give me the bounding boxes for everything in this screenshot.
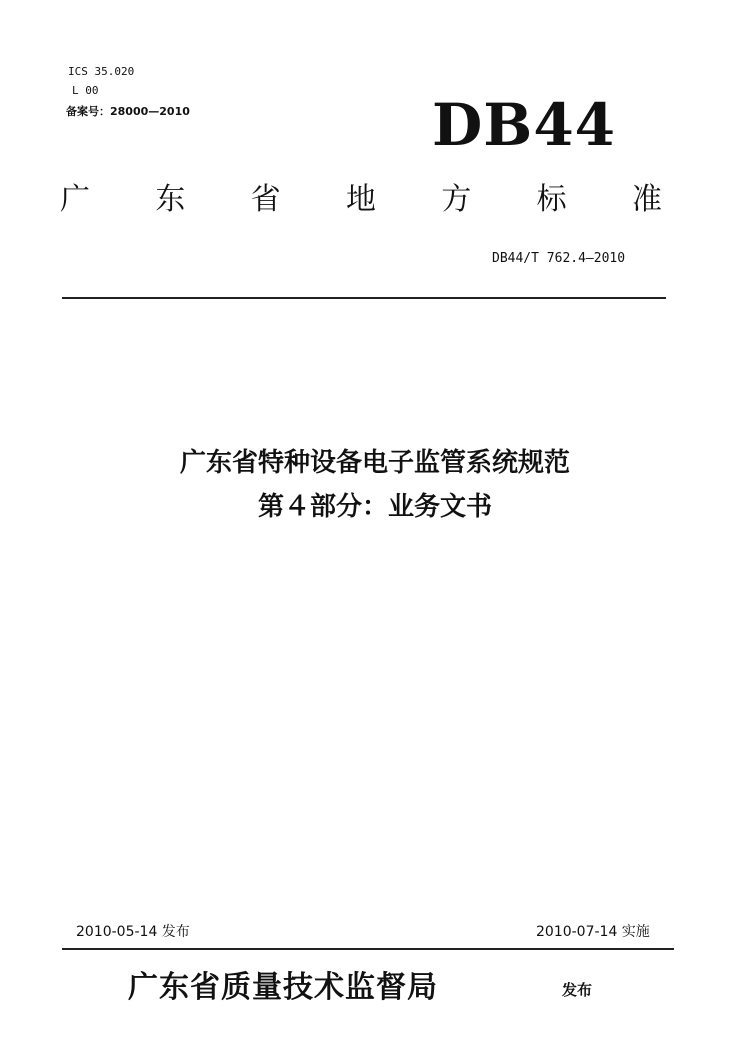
standard-code: DB44/T 762.4—2010: [492, 251, 626, 266]
document-title-line1: 广东省特种设备电子监管系统规范: [179, 448, 570, 478]
ics-code: ICS 35.020: [68, 65, 135, 78]
standard-type-char: 标: [536, 182, 567, 217]
header-divider: [62, 297, 666, 299]
footer-divider: [62, 948, 674, 950]
standard-type-char: 方: [441, 182, 472, 217]
publisher-suffix: 发布: [562, 981, 593, 999]
filing-number: 备案号：28000—2010: [66, 105, 190, 118]
standard-type-char: 广: [60, 182, 90, 217]
document-title-line2: 第４部分：业务文书: [257, 492, 492, 522]
standard-type-char: 东: [155, 182, 186, 217]
issue-date: 2010-05-14 发布: [76, 924, 190, 940]
standard-type-char: 地: [345, 182, 376, 217]
standard-mark: DB44: [432, 91, 617, 159]
implementation-date: 2010-07-14 实施: [536, 924, 650, 940]
standard-type: [60, 180, 662, 220]
publisher-name: 广东省质量技术监督局: [128, 970, 438, 1005]
ccs-code: L 00: [72, 84, 99, 97]
standard-type-char: 省: [250, 182, 281, 217]
standard-type-char: 准: [631, 182, 662, 217]
